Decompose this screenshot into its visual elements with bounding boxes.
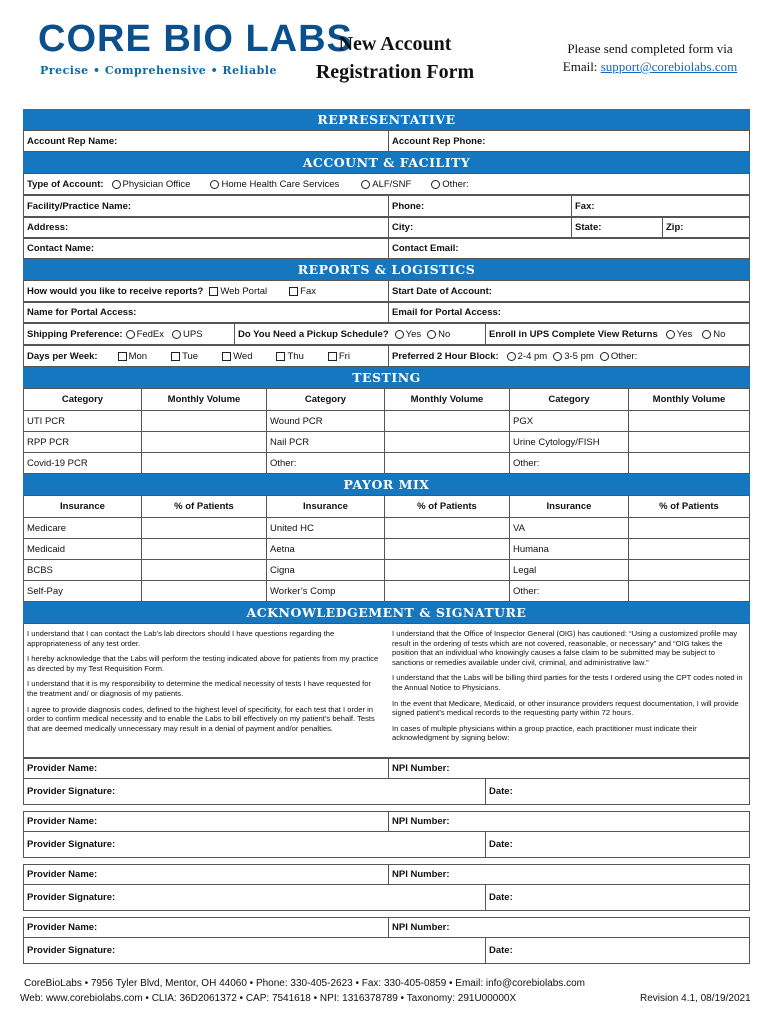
- testing-input[interactable]: [384, 410, 510, 432]
- pref-24-option[interactable]: 2-4 pm: [507, 351, 548, 362]
- payor-input[interactable]: [384, 517, 510, 539]
- ack-paragraph: I understand that it is my responsibility to determine the medical necessity of tests I have requested for the treatment and/ or diagnosis of my patients.: [27, 679, 371, 698]
- provider-signature-field[interactable]: Provider Signature:: [23, 778, 486, 805]
- ack-right-column: [392, 629, 744, 749]
- checkbox-icon: [289, 287, 298, 296]
- payor-cell: Cigna: [266, 559, 385, 581]
- provider-signature-field[interactable]: Provider Signature:: [23, 884, 486, 911]
- section-account: ACCOUNT & FACILITY: [23, 152, 750, 173]
- radio-icon: [112, 180, 121, 189]
- date-field[interactable]: Date:: [485, 937, 750, 964]
- payor-header: Insurance: [266, 495, 385, 518]
- checkbox-icon: [209, 287, 218, 296]
- shipping-ups-option[interactable]: UPS: [172, 329, 203, 340]
- pref-block-label: Preferred 2 Hour Block:: [392, 350, 499, 362]
- radio-icon: [431, 180, 440, 189]
- pickup-no-option[interactable]: No: [427, 329, 450, 340]
- checkbox-icon: [222, 352, 231, 361]
- ack-paragraph: I understand that the Labs will be billing third parties for the tests I ordered using the CPT codes noted in the Annual Notice to Physicians.: [392, 673, 743, 692]
- testing-header: Monthly Volume: [628, 388, 750, 411]
- section-representative: REPRESENTATIVE: [23, 109, 750, 130]
- ack-paragraph: I understand that I can contact the Lab’s lab directors should I have questions regarding the appropriateness of any test order.: [27, 629, 335, 648]
- payor-cell: Medicare: [23, 517, 142, 539]
- payor-cell: BCBS: [23, 559, 142, 581]
- provider-name-field[interactable]: Provider Name:: [23, 864, 389, 885]
- contact-name-field[interactable]: Contact Name:: [23, 238, 389, 259]
- title-line-2: Registration Form: [315, 61, 475, 83]
- testing-header: Category: [266, 388, 385, 411]
- day-fri-option[interactable]: Fri: [328, 351, 350, 362]
- checkbox-icon: [118, 352, 127, 361]
- testing-cell: Other:: [266, 452, 385, 474]
- npi-number-field[interactable]: NPI Number:: [388, 864, 750, 885]
- day-tue-option[interactable]: Tue: [171, 351, 198, 362]
- ups-no-option[interactable]: No: [702, 329, 725, 340]
- section-payor: PAYOR MIX: [23, 474, 750, 495]
- testing-input[interactable]: [384, 431, 510, 453]
- pref-other-option[interactable]: Other:: [600, 351, 637, 362]
- ack-paragraph: I understand that the Office of Inspector General (OIG) has cautioned: “Using a customized profile may result in the ordering of tests which are not covered, reasonable, or necessary” and “OIG takes the position that an individual who knowingly causes a false claim to be submitted may be subject to sanctions or remedies available under civil, criminal, and administrative law.”: [392, 629, 738, 667]
- rep-name-field[interactable]: Account Rep Name:: [23, 130, 389, 152]
- testing-input[interactable]: [141, 431, 267, 453]
- pref-35-option[interactable]: 3-5 pm: [553, 351, 594, 362]
- pickup-yes-option[interactable]: Yes: [395, 329, 422, 340]
- payor-input[interactable]: [141, 538, 267, 560]
- ack-paragraph: In cases of multiple physicians within a group practice, each practitioner must indicate their acknowledgment by signing below:: [392, 723, 697, 743]
- facility-name-field[interactable]: Facility/Practice Name:: [23, 195, 389, 217]
- account-type-label: Type of Account:: [27, 178, 104, 190]
- payor-input[interactable]: [628, 559, 750, 581]
- payor-input[interactable]: [628, 517, 750, 539]
- testing-input[interactable]: [628, 431, 750, 453]
- radio-icon: [702, 330, 711, 339]
- receive-webportal-option[interactable]: Web Portal: [209, 286, 267, 297]
- provider-name-field[interactable]: Provider Name:: [23, 811, 389, 832]
- radio-icon: [210, 180, 219, 189]
- payor-input[interactable]: [384, 580, 510, 602]
- payor-header: % of Patients: [628, 495, 750, 518]
- shipping-row: [23, 323, 235, 345]
- email-label: Email:: [562, 59, 598, 74]
- pickup-label: Do You Need a Pickup Schedule?: [238, 328, 389, 340]
- payor-cell: VA: [509, 517, 629, 539]
- testing-input[interactable]: [628, 410, 750, 432]
- date-field[interactable]: Date:: [485, 778, 750, 805]
- payor-cell: Worker’s Comp: [266, 580, 385, 602]
- checkbox-icon: [171, 352, 180, 361]
- radio-icon: [553, 352, 562, 361]
- testing-cell: UTI PCR: [23, 410, 142, 432]
- form-title: [300, 30, 490, 86]
- payor-cell: Legal: [509, 559, 629, 581]
- testing-cell: Wound PCR: [266, 410, 385, 432]
- date-field[interactable]: Date:: [485, 884, 750, 911]
- provider-signature-field[interactable]: Provider Signature:: [23, 831, 486, 858]
- pref-block-row: [388, 345, 750, 367]
- pickup-row: [234, 323, 486, 345]
- revision-label: Revision 4.1, 08/19/2021: [640, 993, 751, 1004]
- type-homehealth-option[interactable]: Home Health Care Services: [210, 179, 339, 190]
- ack-paragraph: I hereby acknowledge that the Labs will perform the testing indicated above for patients from my practice as directed by my Test Requisition Form.: [27, 654, 379, 673]
- npi-number-field[interactable]: NPI Number:: [388, 917, 750, 938]
- payor-input[interactable]: [384, 538, 510, 560]
- state-field[interactable]: State:: [571, 217, 663, 238]
- provider-name-field[interactable]: Provider Name:: [23, 758, 389, 779]
- ack-left-column: [27, 629, 379, 739]
- payor-header: Insurance: [509, 495, 629, 518]
- days-row: [23, 345, 389, 367]
- npi-number-field[interactable]: NPI Number:: [388, 811, 750, 832]
- footer-web: Web: www.corebiolabs.com • CLIA: 36D2061372 • CAP: 7541618 • NPI: 1316378789 • Taxonomy: 291U00000X: [20, 993, 517, 1004]
- section-reports: REPORTS & LOGISTICS: [23, 259, 750, 280]
- start-date-field[interactable]: Start Date of Account:: [388, 280, 750, 302]
- phone-field[interactable]: Phone:: [388, 195, 572, 217]
- testing-input[interactable]: [141, 410, 267, 432]
- testing-input[interactable]: [628, 452, 750, 474]
- type-physician-option[interactable]: Physician Office: [112, 179, 191, 190]
- testing-input[interactable]: [141, 452, 267, 474]
- payor-cell: United HC: [266, 517, 385, 539]
- radio-icon: [666, 330, 675, 339]
- shipping-label: Shipping Preference:: [27, 328, 123, 340]
- ups-returns-row: [485, 323, 750, 345]
- portal-name-field[interactable]: Name for Portal Access:: [23, 302, 389, 323]
- payor-input[interactable]: [141, 517, 267, 539]
- testing-cell: PGX: [509, 410, 629, 432]
- provider-signature-field[interactable]: Provider Signature:: [23, 937, 486, 964]
- day-thu-option[interactable]: Thu: [276, 351, 303, 362]
- receive-reports-label: How would you like to receive reports?: [27, 285, 204, 297]
- type-alf-option[interactable]: ALF/SNF: [361, 179, 411, 190]
- day-wed-option[interactable]: Wed: [222, 351, 252, 362]
- fax-field[interactable]: Fax:: [571, 195, 750, 217]
- checkbox-icon: [328, 352, 337, 361]
- testing-header: Monthly Volume: [141, 388, 267, 411]
- ack-paragraph: In the event that Medicare, Medicaid, or other insurance providers request documentation, I will provide signed patient’s medical records to the requesting party within 72 hours.: [392, 698, 739, 718]
- radio-icon: [361, 180, 370, 189]
- radio-icon: [600, 352, 609, 361]
- day-mon-option[interactable]: Mon: [118, 351, 147, 362]
- checkbox-icon: [276, 352, 285, 361]
- radio-icon: [507, 352, 516, 361]
- payor-header: % of Patients: [384, 495, 510, 518]
- address-field[interactable]: Address:: [23, 217, 389, 238]
- testing-header: Category: [23, 388, 142, 411]
- type-other-option[interactable]: Other:: [431, 179, 468, 190]
- testing-cell: Nail PCR: [266, 431, 385, 453]
- testing-cell: Urine Cytology/FISH: [509, 431, 629, 453]
- company-logo: [38, 18, 353, 92]
- payor-header: Insurance: [23, 495, 142, 518]
- shipping-fedex-option[interactable]: FedEx: [126, 329, 164, 340]
- radio-icon: [395, 330, 404, 339]
- logo-wordmark: CORE BIO LABS: [38, 18, 353, 60]
- send-text: Please send completed form via: [567, 41, 733, 56]
- payor-input[interactable]: [141, 559, 267, 581]
- days-label: Days per Week:: [27, 350, 98, 362]
- payor-input[interactable]: [628, 538, 750, 560]
- send-instructions: [530, 40, 770, 76]
- testing-input[interactable]: [384, 452, 510, 474]
- testing-cell: RPP PCR: [23, 431, 142, 453]
- rep-phone-field[interactable]: Account Rep Phone:: [388, 130, 750, 152]
- payor-cell: Other:: [509, 580, 629, 602]
- support-email-link[interactable]: support@corebiolabs.com: [600, 59, 738, 74]
- ack-paragraph: I agree to provide diagnosis codes, defined to the highest level of specificity, for each test that I order in order to confirm medical necessity and to enable the Labs to bill effectively on my patient’s behalf. Tests that are deemed medically unnecessary may result in a denial of payment and/or penalties.: [27, 704, 375, 733]
- section-ack: ACKNOWLEDGEMENT & SIGNATURE: [23, 602, 750, 623]
- radio-icon: [126, 330, 135, 339]
- testing-cell: Other:: [509, 452, 629, 474]
- npi-number-field[interactable]: NPI Number:: [388, 758, 750, 779]
- ups-returns-label: Enroll in UPS Complete View Returns: [489, 328, 658, 340]
- payor-cell: Humana: [509, 538, 629, 560]
- zip-field[interactable]: Zip:: [662, 217, 750, 238]
- testing-header: Category: [509, 388, 629, 411]
- logo-tagline: Precise • Comprehensive • Reliable: [40, 64, 277, 77]
- ups-yes-option[interactable]: Yes: [666, 329, 693, 340]
- provider-name-field[interactable]: Provider Name:: [23, 917, 389, 938]
- footer-address: CoreBioLabs • 7956 Tyler Blvd, Mentor, OH 44060 • Phone: 330-405-2623 • Fax: 330-405-0859 • Email: info@corebiolabs.com: [24, 978, 585, 989]
- payor-input[interactable]: [628, 580, 750, 602]
- payor-input[interactable]: [141, 580, 267, 602]
- payor-cell: Aetna: [266, 538, 385, 560]
- payor-header: % of Patients: [141, 495, 267, 518]
- payor-cell: Self-Pay: [23, 580, 142, 602]
- payor-cell: Medicaid: [23, 538, 142, 560]
- portal-email-field[interactable]: Email for Portal Access:: [388, 302, 750, 323]
- receive-fax-option[interactable]: Fax: [289, 286, 316, 297]
- contact-email-field[interactable]: Contact Email:: [388, 238, 750, 259]
- city-field[interactable]: City:: [388, 217, 572, 238]
- radio-icon: [427, 330, 436, 339]
- testing-cell: Covid-19 PCR: [23, 452, 142, 474]
- testing-header: Monthly Volume: [384, 388, 510, 411]
- receive-reports-row: [23, 280, 389, 302]
- title-line-1: New Account: [338, 33, 452, 55]
- radio-icon: [172, 330, 181, 339]
- date-field[interactable]: Date:: [485, 831, 750, 858]
- section-testing: TESTING: [23, 367, 750, 388]
- account-type-row: [23, 173, 750, 195]
- payor-input[interactable]: [384, 559, 510, 581]
